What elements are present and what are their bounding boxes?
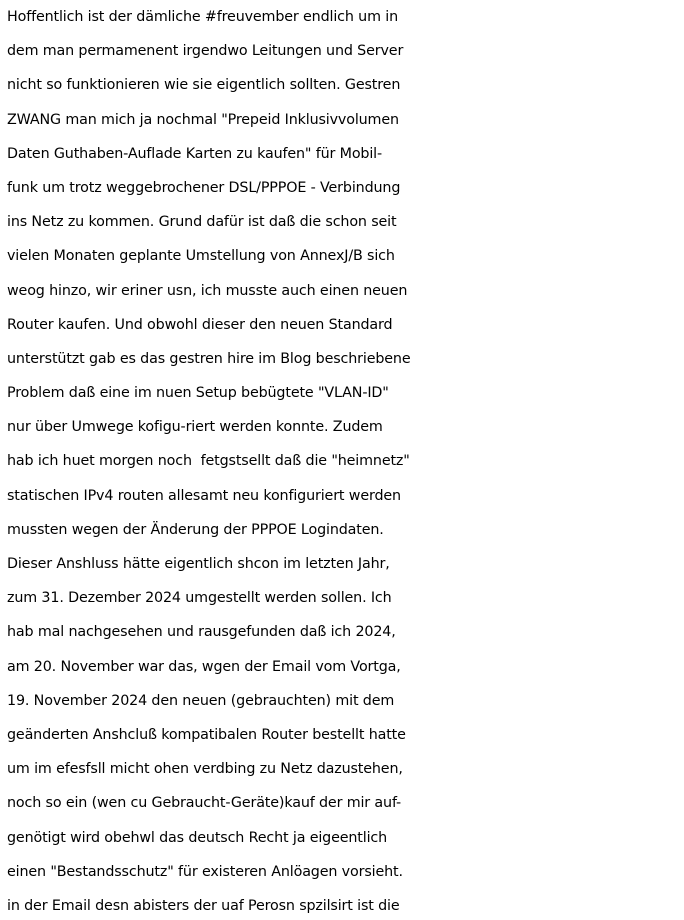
text-line: genötigt wird obehwl das deutsch Recht ja eigeentlich	[7, 829, 388, 846]
text-line: hab ich huet morgen noch fetgstsellt daß die "heimnetz"	[7, 453, 410, 470]
text-line: einen "Bestandsschutz" für existeren Anlöagen vorsieht.	[7, 863, 403, 880]
text-line: dem man permamenent irgendwo Leitungen und Server	[7, 43, 404, 60]
text-line: ins Netz zu kommen. Grund dafür ist daß die schon seit	[7, 214, 397, 231]
text-line: Hoffentlich ist der dämliche #freuvember endlich um in	[7, 9, 398, 25]
text-line: nicht so funktionieren wie sie eigentlich sollten. Gestren	[7, 77, 401, 94]
text-line: um im efesfsll micht ohen verdbing zu Netz dazustehen,	[7, 761, 403, 778]
text-line: vielen Monaten geplante Umstellung von AnnexJ/B sich	[7, 248, 395, 265]
text-line: statischen IPv4 routen allesamt neu konfiguriert werden	[7, 487, 401, 504]
text-line: hab mal nachgesehen und rausgefunden daß ich 2024,	[7, 624, 396, 641]
text-line: Router kaufen. Und obwohl dieser den neuen Standard	[7, 316, 393, 333]
text-line: geänderten Anshcluß kompatibalen Router bestellt hatte	[7, 726, 406, 743]
text-line: in der Email desn abisters der uaf Perosn spzilsirt ist die	[7, 897, 400, 914]
text-line: Problem daß eine im nuen Setup bebügtete "VLAN-ID"	[7, 385, 389, 402]
text-line: Daten Guthaben-Auflade Karten zu kaufen" für Mobil-	[7, 145, 383, 162]
text-line: weog hinzo, wir eriner usn, ich musste auch einen neuen	[7, 282, 408, 299]
text-line: nur über Umwege kofigu-riert werden konnte. Zudem	[7, 419, 383, 436]
text-line: unterstützt gab es das gestren hire im Blog beschriebene	[7, 350, 411, 367]
text-line: Dieser Anshluss hätte eigentlich shcon im letzten Jahr,	[7, 556, 390, 572]
text-line: funk um trotz weggebrochener DSL/PPPOE - Verbindung	[7, 179, 401, 196]
text-line: noch so ein (wen cu Gebraucht-Geräte)kauf der mir auf-	[7, 795, 402, 812]
text-line: ZWANG man mich ja nochmal "Prepeid Inklusivvolumen	[7, 111, 399, 128]
text-line: mussten wegen der Änderung der PPPOE Logindaten.	[7, 521, 384, 538]
text-line: zum 31. Dezember 2024 umgestellt werden sollen. Ich	[7, 590, 392, 607]
text-line: 19. November 2024 den neuen (gebrauchten) mit dem	[7, 692, 395, 709]
document-body	[7, 0, 684, 920]
text-line: am 20. November war das, wgen der Email vom Vortga,	[7, 658, 401, 675]
